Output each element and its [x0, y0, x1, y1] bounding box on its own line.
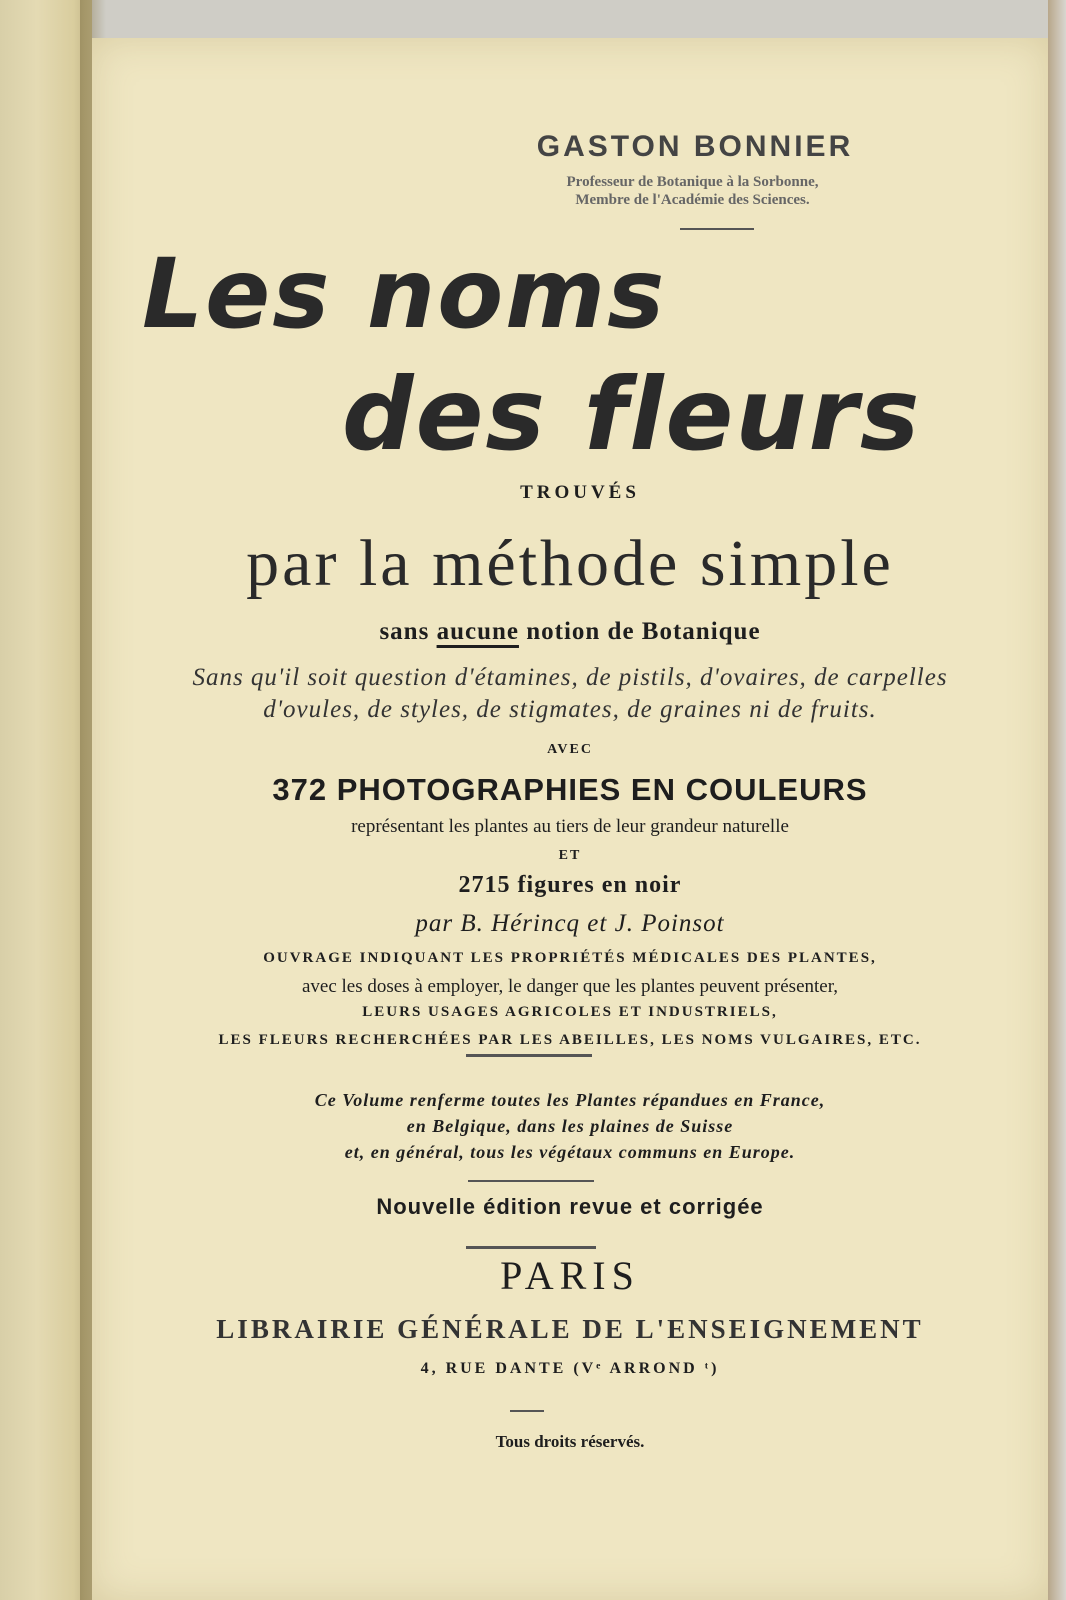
contents-figures: 2715 figures en noir — [458, 872, 682, 898]
contents-representant: représentant les plantes au tiers de leur grandeur naturelle — [351, 816, 789, 837]
divider-rights — [510, 1410, 544, 1412]
title-line-2: des fleurs — [342, 356, 922, 473]
title-line-1: Les noms — [142, 238, 667, 350]
contents-ouvrage: OUVRAGE INDIQUANT LES PROPRIÉTÉS MÉDICALES DES PLANTES, — [263, 950, 877, 966]
publisher-address: 4, RUE DANTE (Vᵉ ARROND ᵗ) — [420, 1360, 720, 1377]
volume-line-2: en Belgique, dans les plaines de Suisse — [406, 1116, 734, 1136]
publisher-city: PARIS — [500, 1253, 640, 1298]
subtitle-italic-2: d'ovules, de styles, de stigmates, de graines ni de fruits. — [263, 696, 877, 723]
contents-doses: avec les doses à employer, le danger que les plantes peuvent présenter, — [301, 976, 839, 997]
subtitle-sans-notion — [92, 618, 1048, 646]
facing-page — [0, 0, 92, 1600]
contents-illustrators: par B. Hérincq et J. Poinsot — [415, 910, 725, 937]
contents-photos: 372 PHOTOGRAPHIES EN COULEURS — [272, 772, 868, 807]
subtitle-aucune-underlined: aucune — [436, 618, 519, 645]
contents-et: ET — [558, 848, 582, 863]
divider-volume-top — [466, 1054, 592, 1057]
author-affiliation-1: Professeur de Botanique à la Sorbonne, — [566, 174, 819, 190]
publisher-name: LIBRAIRIE GÉNÉRALE DE L'ENSEIGNEMENT — [216, 1314, 924, 1344]
rights-reserved: Tous droits réservés. — [495, 1432, 645, 1451]
author-name: GASTON BONNIER — [536, 130, 854, 163]
volume-line-3: et, en général, tous les végétaux communs en Europe. — [344, 1142, 796, 1162]
author-affiliation-2: Membre de l'Académie des Sciences. — [575, 192, 810, 208]
subtitle-notion-botanique: notion de Botanique — [526, 618, 761, 645]
book-edge — [1048, 0, 1066, 1600]
divider-edition — [466, 1246, 596, 1249]
title-line-3: par la méthode simple — [246, 527, 894, 600]
edition-note: Nouvelle édition revue et corrigée — [376, 1194, 764, 1219]
title-trouves: TROUVÉS — [520, 482, 640, 503]
title-page — [92, 38, 1048, 1600]
divider-volume-bottom — [468, 1180, 594, 1182]
subtitle-italic-1: Sans qu'il soit question d'étamines, de pistils, d'ovaires, de carpelles — [192, 664, 948, 691]
divider-author — [680, 228, 754, 230]
contents-fleurs: LES FLEURS RECHERCHÉES PAR LES ABEILLES, LES NOMS VULGAIRES, ETC. — [218, 1032, 922, 1048]
contents-usages: LEURS USAGES AGRICOLES ET INDUSTRIELS, — [362, 1004, 778, 1020]
contents-avec: AVEC — [547, 742, 593, 757]
subtitle-sans-word: sans — [379, 618, 430, 645]
volume-line-1: Ce Volume renferme toutes les Plantes répandues en France, — [314, 1090, 826, 1110]
